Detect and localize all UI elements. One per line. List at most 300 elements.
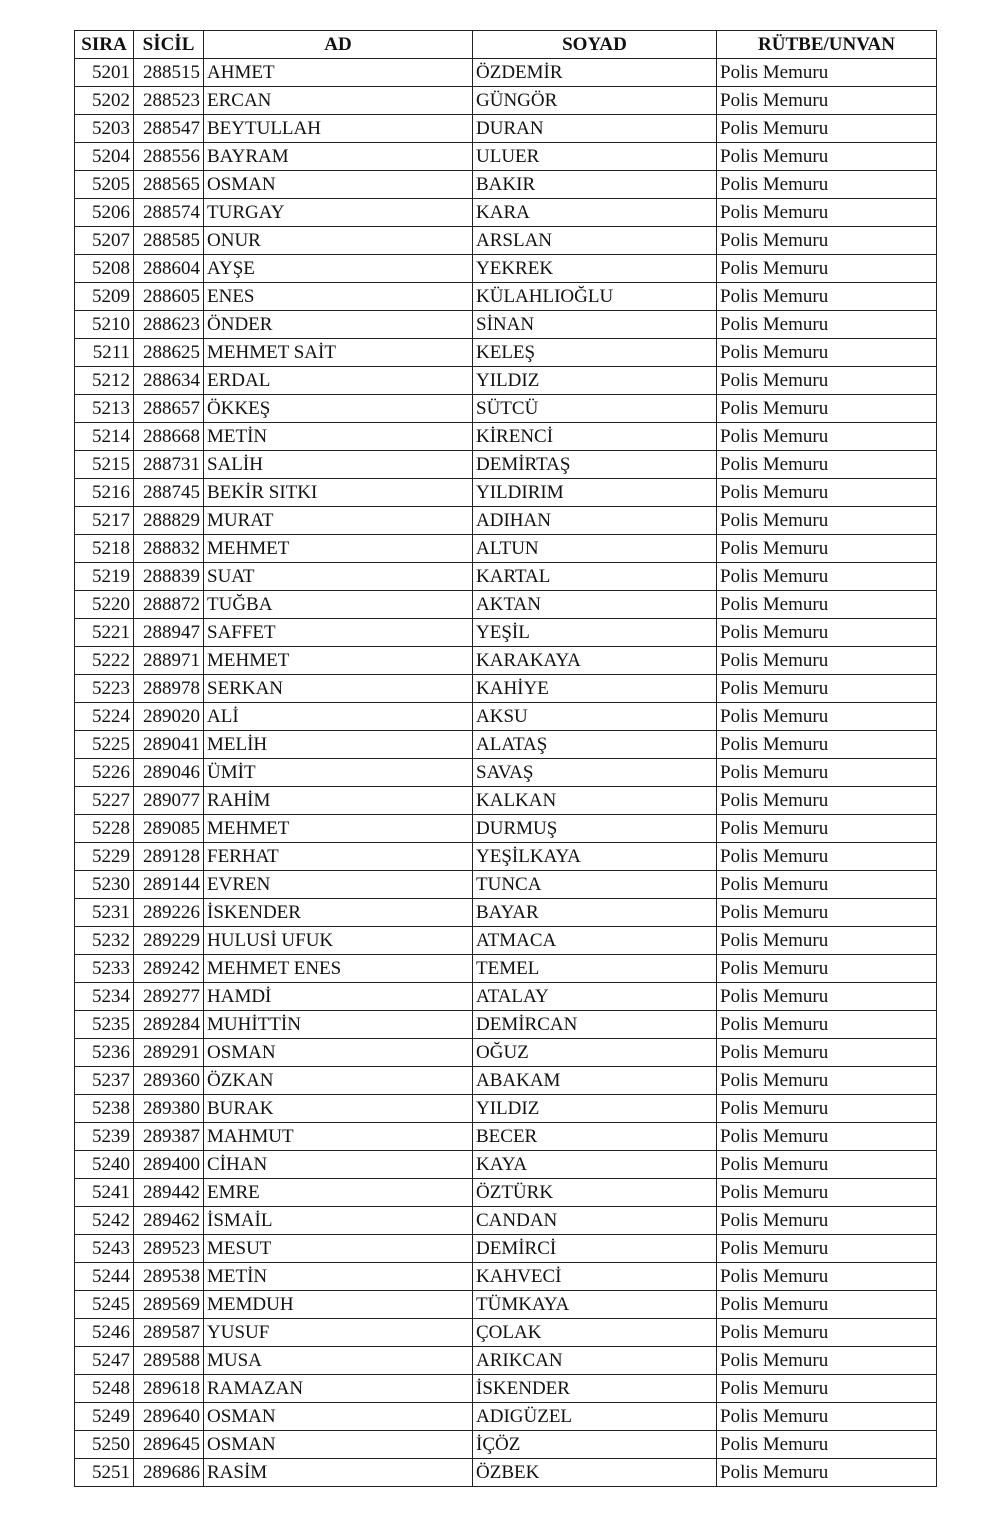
cell-ad: HAMDİ [204, 983, 473, 1011]
table-row [75, 675, 937, 703]
cell-rutbe-unvan: Polis Memuru [717, 423, 937, 451]
cell-sira: 5217 [75, 507, 134, 535]
table-row [75, 535, 937, 563]
cell-rutbe-unvan: Polis Memuru [717, 143, 937, 171]
cell-sira: 5233 [75, 955, 134, 983]
table-row [75, 619, 937, 647]
cell-ad: MURAT [204, 507, 473, 535]
cell-rutbe-unvan: Polis Memuru [717, 479, 937, 507]
cell-ad: ENES [204, 283, 473, 311]
cell-sira: 5220 [75, 591, 134, 619]
table-row [75, 927, 937, 955]
cell-ad: MEHMET SAİT [204, 339, 473, 367]
cell-sira: 5243 [75, 1235, 134, 1263]
cell-sira: 5240 [75, 1151, 134, 1179]
cell-ad: ERCAN [204, 87, 473, 115]
cell-sicil: 289400 [134, 1151, 204, 1179]
cell-soyad: KÜLAHLIOĞLU [473, 283, 717, 311]
cell-rutbe-unvan: Polis Memuru [717, 675, 937, 703]
cell-soyad: GÜNGÖR [473, 87, 717, 115]
cell-sira: 5251 [75, 1459, 134, 1487]
cell-sira: 5231 [75, 899, 134, 927]
cell-sira: 5236 [75, 1039, 134, 1067]
cell-ad: EVREN [204, 871, 473, 899]
cell-sicil: 288872 [134, 591, 204, 619]
cell-sicil: 288634 [134, 367, 204, 395]
cell-sicil: 289587 [134, 1319, 204, 1347]
cell-sira: 5213 [75, 395, 134, 423]
table-row [75, 507, 937, 535]
table-row [75, 1067, 937, 1095]
cell-soyad: SAVAŞ [473, 759, 717, 787]
cell-ad: MEHMET ENES [204, 955, 473, 983]
cell-sira: 5218 [75, 535, 134, 563]
table-row [75, 87, 937, 115]
table-body [75, 59, 937, 1487]
table-row [75, 843, 937, 871]
cell-sira: 5205 [75, 171, 134, 199]
cell-sicil: 289085 [134, 815, 204, 843]
cell-sira: 5229 [75, 843, 134, 871]
cell-sicil: 288829 [134, 507, 204, 535]
cell-soyad: ÖZBEK [473, 1459, 717, 1487]
cell-soyad: AKSU [473, 703, 717, 731]
table-row [75, 759, 937, 787]
table-row [75, 1403, 937, 1431]
cell-rutbe-unvan: Polis Memuru [717, 703, 937, 731]
cell-ad: İSMAİL [204, 1207, 473, 1235]
cell-sira: 5226 [75, 759, 134, 787]
cell-sira: 5215 [75, 451, 134, 479]
cell-sicil: 289380 [134, 1095, 204, 1123]
cell-soyad: ÇOLAK [473, 1319, 717, 1347]
table-row [75, 423, 937, 451]
table-row [75, 395, 937, 423]
cell-rutbe-unvan: Polis Memuru [717, 395, 937, 423]
cell-ad: RAHİM [204, 787, 473, 815]
cell-sicil: 289387 [134, 1123, 204, 1151]
cell-ad: ÜMİT [204, 759, 473, 787]
cell-sicil: 289462 [134, 1207, 204, 1235]
cell-soyad: ÖZTÜRK [473, 1179, 717, 1207]
cell-soyad: KİRENCİ [473, 423, 717, 451]
cell-sira: 5249 [75, 1403, 134, 1431]
cell-sicil: 289226 [134, 899, 204, 927]
cell-ad: RAMAZAN [204, 1375, 473, 1403]
cell-soyad: YILDIZ [473, 1095, 717, 1123]
cell-ad: MEHMET [204, 647, 473, 675]
table-row [75, 1319, 937, 1347]
cell-soyad: ULUER [473, 143, 717, 171]
cell-rutbe-unvan: Polis Memuru [717, 87, 937, 115]
cell-rutbe-unvan: Polis Memuru [717, 1179, 937, 1207]
table-row [75, 563, 937, 591]
table-row [75, 1207, 937, 1235]
cell-ad: ERDAL [204, 367, 473, 395]
cell-rutbe-unvan: Polis Memuru [717, 367, 937, 395]
cell-rutbe-unvan: Polis Memuru [717, 199, 937, 227]
cell-soyad: KARA [473, 199, 717, 227]
table-row [75, 367, 937, 395]
header-row [75, 31, 937, 59]
cell-ad: MEMDUH [204, 1291, 473, 1319]
cell-rutbe-unvan: Polis Memuru [717, 619, 937, 647]
cell-ad: MEHMET [204, 535, 473, 563]
cell-sira: 5241 [75, 1179, 134, 1207]
table-row [75, 647, 937, 675]
cell-sicil: 289640 [134, 1403, 204, 1431]
cell-sira: 5234 [75, 983, 134, 1011]
cell-sicil: 288978 [134, 675, 204, 703]
cell-ad: ÖKKEŞ [204, 395, 473, 423]
cell-ad: ÖZKAN [204, 1067, 473, 1095]
cell-rutbe-unvan: Polis Memuru [717, 759, 937, 787]
cell-sira: 5223 [75, 675, 134, 703]
cell-soyad: DEMİRCAN [473, 1011, 717, 1039]
cell-sira: 5209 [75, 283, 134, 311]
cell-soyad: ADIHAN [473, 507, 717, 535]
cell-soyad: CANDAN [473, 1207, 717, 1235]
table-row [75, 311, 937, 339]
cell-sicil: 289277 [134, 983, 204, 1011]
cell-rutbe-unvan: Polis Memuru [717, 1403, 937, 1431]
cell-soyad: ATALAY [473, 983, 717, 1011]
table-row [75, 955, 937, 983]
cell-soyad: ARIKCAN [473, 1347, 717, 1375]
cell-soyad: TEMEL [473, 955, 717, 983]
cell-rutbe-unvan: Polis Memuru [717, 787, 937, 815]
cell-sira: 5214 [75, 423, 134, 451]
header-sicil: SİCİL [134, 31, 204, 59]
table-row [75, 1347, 937, 1375]
table-row [75, 1375, 937, 1403]
cell-sira: 5248 [75, 1375, 134, 1403]
cell-sicil: 288556 [134, 143, 204, 171]
table-row [75, 59, 937, 87]
cell-sicil: 288971 [134, 647, 204, 675]
cell-ad: İSKENDER [204, 899, 473, 927]
cell-sicil: 288839 [134, 563, 204, 591]
cell-soyad: ÖZDEMİR [473, 59, 717, 87]
cell-rutbe-unvan: Polis Memuru [717, 59, 937, 87]
cell-soyad: İSKENDER [473, 1375, 717, 1403]
cell-soyad: KARAKAYA [473, 647, 717, 675]
cell-soyad: KAHVECİ [473, 1263, 717, 1291]
cell-sicil: 289588 [134, 1347, 204, 1375]
cell-rutbe-unvan: Polis Memuru [717, 1095, 937, 1123]
cell-sira: 5203 [75, 115, 134, 143]
cell-sira: 5244 [75, 1263, 134, 1291]
cell-rutbe-unvan: Polis Memuru [717, 1319, 937, 1347]
cell-rutbe-unvan: Polis Memuru [717, 451, 937, 479]
cell-sicil: 288731 [134, 451, 204, 479]
cell-ad: METİN [204, 1263, 473, 1291]
cell-soyad: ATMACA [473, 927, 717, 955]
table-row [75, 1039, 937, 1067]
cell-ad: AHMET [204, 59, 473, 87]
table-row [75, 1459, 937, 1487]
table-row [75, 1179, 937, 1207]
cell-sicil: 288515 [134, 59, 204, 87]
cell-soyad: KELEŞ [473, 339, 717, 367]
cell-sicil: 289128 [134, 843, 204, 871]
table-row [75, 171, 937, 199]
cell-sira: 5237 [75, 1067, 134, 1095]
cell-rutbe-unvan: Polis Memuru [717, 983, 937, 1011]
cell-sicil: 289442 [134, 1179, 204, 1207]
cell-rutbe-unvan: Polis Memuru [717, 815, 937, 843]
table-row [75, 199, 937, 227]
cell-sira: 5246 [75, 1319, 134, 1347]
cell-ad: TURGAY [204, 199, 473, 227]
cell-ad: MESUT [204, 1235, 473, 1263]
cell-ad: OSMAN [204, 1039, 473, 1067]
cell-soyad: BAYAR [473, 899, 717, 927]
cell-ad: EMRE [204, 1179, 473, 1207]
cell-sira: 5238 [75, 1095, 134, 1123]
cell-rutbe-unvan: Polis Memuru [717, 283, 937, 311]
cell-sira: 5221 [75, 619, 134, 647]
cell-sira: 5230 [75, 871, 134, 899]
cell-sicil: 288668 [134, 423, 204, 451]
cell-sicil: 288547 [134, 115, 204, 143]
cell-sicil: 289242 [134, 955, 204, 983]
cell-soyad: SİNAN [473, 311, 717, 339]
cell-sira: 5245 [75, 1291, 134, 1319]
cell-sicil: 289229 [134, 927, 204, 955]
table-row [75, 899, 937, 927]
table-row [75, 479, 937, 507]
cell-rutbe-unvan: Polis Memuru [717, 1459, 937, 1487]
cell-sira: 5239 [75, 1123, 134, 1151]
table-row [75, 1151, 937, 1179]
cell-sicil: 289284 [134, 1011, 204, 1039]
cell-ad: OSMAN [204, 1431, 473, 1459]
cell-rutbe-unvan: Polis Memuru [717, 115, 937, 143]
cell-ad: SALİH [204, 451, 473, 479]
cell-ad: ALİ [204, 703, 473, 731]
cell-soyad: DEMİRCİ [473, 1235, 717, 1263]
cell-soyad: ARSLAN [473, 227, 717, 255]
cell-ad: HULUSİ UFUK [204, 927, 473, 955]
cell-ad: METİN [204, 423, 473, 451]
cell-soyad: YILDIRIM [473, 479, 717, 507]
table-row [75, 591, 937, 619]
table-row [75, 255, 937, 283]
cell-sicil: 289686 [134, 1459, 204, 1487]
table-row [75, 339, 937, 367]
cell-sicil: 289569 [134, 1291, 204, 1319]
cell-soyad: SÜTCÜ [473, 395, 717, 423]
cell-sicil: 289360 [134, 1067, 204, 1095]
cell-soyad: DEMİRTAŞ [473, 451, 717, 479]
header-soyad: SOYAD [473, 31, 717, 59]
cell-sicil: 289538 [134, 1263, 204, 1291]
cell-rutbe-unvan: Polis Memuru [717, 591, 937, 619]
table-row [75, 1011, 937, 1039]
cell-soyad: YEŞİLKAYA [473, 843, 717, 871]
cell-soyad: ABAKAM [473, 1067, 717, 1095]
cell-sicil: 289046 [134, 759, 204, 787]
cell-ad: BAYRAM [204, 143, 473, 171]
cell-ad: MUSA [204, 1347, 473, 1375]
cell-ad: RASİM [204, 1459, 473, 1487]
cell-sira: 5201 [75, 59, 134, 87]
cell-sicil: 288565 [134, 171, 204, 199]
cell-soyad: YEŞİL [473, 619, 717, 647]
cell-rutbe-unvan: Polis Memuru [717, 1291, 937, 1319]
table-row [75, 1263, 937, 1291]
table-row [75, 1095, 937, 1123]
header-rutbe-unvan: RÜTBE/UNVAN [717, 31, 937, 59]
cell-sicil: 288605 [134, 283, 204, 311]
cell-ad: SAFFET [204, 619, 473, 647]
cell-sira: 5222 [75, 647, 134, 675]
cell-soyad: KAYA [473, 1151, 717, 1179]
cell-rutbe-unvan: Polis Memuru [717, 1347, 937, 1375]
table-row [75, 227, 937, 255]
cell-sira: 5228 [75, 815, 134, 843]
cell-ad: YUSUF [204, 1319, 473, 1347]
cell-rutbe-unvan: Polis Memuru [717, 1207, 937, 1235]
cell-sicil: 288604 [134, 255, 204, 283]
cell-sicil: 288625 [134, 339, 204, 367]
table-row [75, 983, 937, 1011]
cell-rutbe-unvan: Polis Memuru [717, 311, 937, 339]
header-sira: SIRA [75, 31, 134, 59]
cell-sira: 5202 [75, 87, 134, 115]
cell-sicil: 288523 [134, 87, 204, 115]
cell-sicil: 289291 [134, 1039, 204, 1067]
cell-rutbe-unvan: Polis Memuru [717, 1263, 937, 1291]
cell-soyad: ALTUN [473, 535, 717, 563]
cell-sicil: 288947 [134, 619, 204, 647]
cell-sicil: 288585 [134, 227, 204, 255]
cell-rutbe-unvan: Polis Memuru [717, 339, 937, 367]
cell-rutbe-unvan: Polis Memuru [717, 507, 937, 535]
table-row [75, 1235, 937, 1263]
cell-sicil: 289523 [134, 1235, 204, 1263]
cell-sicil: 288745 [134, 479, 204, 507]
cell-sicil: 289645 [134, 1431, 204, 1459]
cell-soyad: BAKIR [473, 171, 717, 199]
cell-rutbe-unvan: Polis Memuru [717, 731, 937, 759]
cell-soyad: YEKREK [473, 255, 717, 283]
cell-sira: 5216 [75, 479, 134, 507]
cell-soyad: DURAN [473, 115, 717, 143]
cell-sira: 5235 [75, 1011, 134, 1039]
cell-rutbe-unvan: Polis Memuru [717, 535, 937, 563]
cell-soyad: İÇÖZ [473, 1431, 717, 1459]
cell-ad: FERHAT [204, 843, 473, 871]
cell-ad: SERKAN [204, 675, 473, 703]
cell-ad: OSMAN [204, 1403, 473, 1431]
cell-ad: OSMAN [204, 171, 473, 199]
cell-ad: MUHİTTİN [204, 1011, 473, 1039]
cell-sira: 5250 [75, 1431, 134, 1459]
cell-sicil: 288832 [134, 535, 204, 563]
cell-sicil: 289077 [134, 787, 204, 815]
cell-ad: CİHAN [204, 1151, 473, 1179]
table-row [75, 815, 937, 843]
table-row [75, 1123, 937, 1151]
cell-rutbe-unvan: Polis Memuru [717, 227, 937, 255]
cell-soyad: AKTAN [473, 591, 717, 619]
cell-rutbe-unvan: Polis Memuru [717, 843, 937, 871]
cell-soyad: TUNCA [473, 871, 717, 899]
cell-ad: ÖNDER [204, 311, 473, 339]
cell-soyad: ADIGÜZEL [473, 1403, 717, 1431]
cell-sira: 5247 [75, 1347, 134, 1375]
cell-ad: SUAT [204, 563, 473, 591]
cell-rutbe-unvan: Polis Memuru [717, 255, 937, 283]
table-row [75, 143, 937, 171]
cell-rutbe-unvan: Polis Memuru [717, 171, 937, 199]
cell-ad: MELİH [204, 731, 473, 759]
cell-sira: 5232 [75, 927, 134, 955]
table-row [75, 283, 937, 311]
cell-sicil: 289144 [134, 871, 204, 899]
cell-soyad: TÜMKAYA [473, 1291, 717, 1319]
cell-soyad: ALATAŞ [473, 731, 717, 759]
cell-rutbe-unvan: Polis Memuru [717, 1039, 937, 1067]
cell-soyad: KALKAN [473, 787, 717, 815]
cell-rutbe-unvan: Polis Memuru [717, 927, 937, 955]
cell-rutbe-unvan: Polis Memuru [717, 1067, 937, 1095]
cell-ad: MAHMUT [204, 1123, 473, 1151]
cell-ad: AYŞE [204, 255, 473, 283]
cell-sira: 5227 [75, 787, 134, 815]
table-row [75, 787, 937, 815]
cell-sira: 5207 [75, 227, 134, 255]
table-row [75, 731, 937, 759]
cell-rutbe-unvan: Polis Memuru [717, 1431, 937, 1459]
cell-rutbe-unvan: Polis Memuru [717, 647, 937, 675]
table-row [75, 1431, 937, 1459]
cell-rutbe-unvan: Polis Memuru [717, 1375, 937, 1403]
cell-soyad: KAHİYE [473, 675, 717, 703]
cell-rutbe-unvan: Polis Memuru [717, 1123, 937, 1151]
cell-sicil: 288657 [134, 395, 204, 423]
cell-sira: 5212 [75, 367, 134, 395]
cell-sicil: 288574 [134, 199, 204, 227]
table-row [75, 703, 937, 731]
cell-soyad: OĞUZ [473, 1039, 717, 1067]
table-row [75, 115, 937, 143]
cell-rutbe-unvan: Polis Memuru [717, 871, 937, 899]
cell-ad: MEHMET [204, 815, 473, 843]
cell-soyad: KARTAL [473, 563, 717, 591]
cell-ad: TUĞBA [204, 591, 473, 619]
cell-rutbe-unvan: Polis Memuru [717, 955, 937, 983]
table-row [75, 1291, 937, 1319]
cell-rutbe-unvan: Polis Memuru [717, 1151, 937, 1179]
cell-soyad: YILDIZ [473, 367, 717, 395]
cell-soyad: BECER [473, 1123, 717, 1151]
cell-rutbe-unvan: Polis Memuru [717, 1235, 937, 1263]
personnel-table [74, 30, 937, 1487]
cell-ad: BURAK [204, 1095, 473, 1123]
table-row [75, 451, 937, 479]
cell-sira: 5225 [75, 731, 134, 759]
cell-sira: 5208 [75, 255, 134, 283]
cell-ad: BEKİR SITKI [204, 479, 473, 507]
cell-sicil: 289041 [134, 731, 204, 759]
cell-sicil: 289618 [134, 1375, 204, 1403]
cell-sira: 5204 [75, 143, 134, 171]
cell-rutbe-unvan: Polis Memuru [717, 899, 937, 927]
cell-soyad: DURMUŞ [473, 815, 717, 843]
